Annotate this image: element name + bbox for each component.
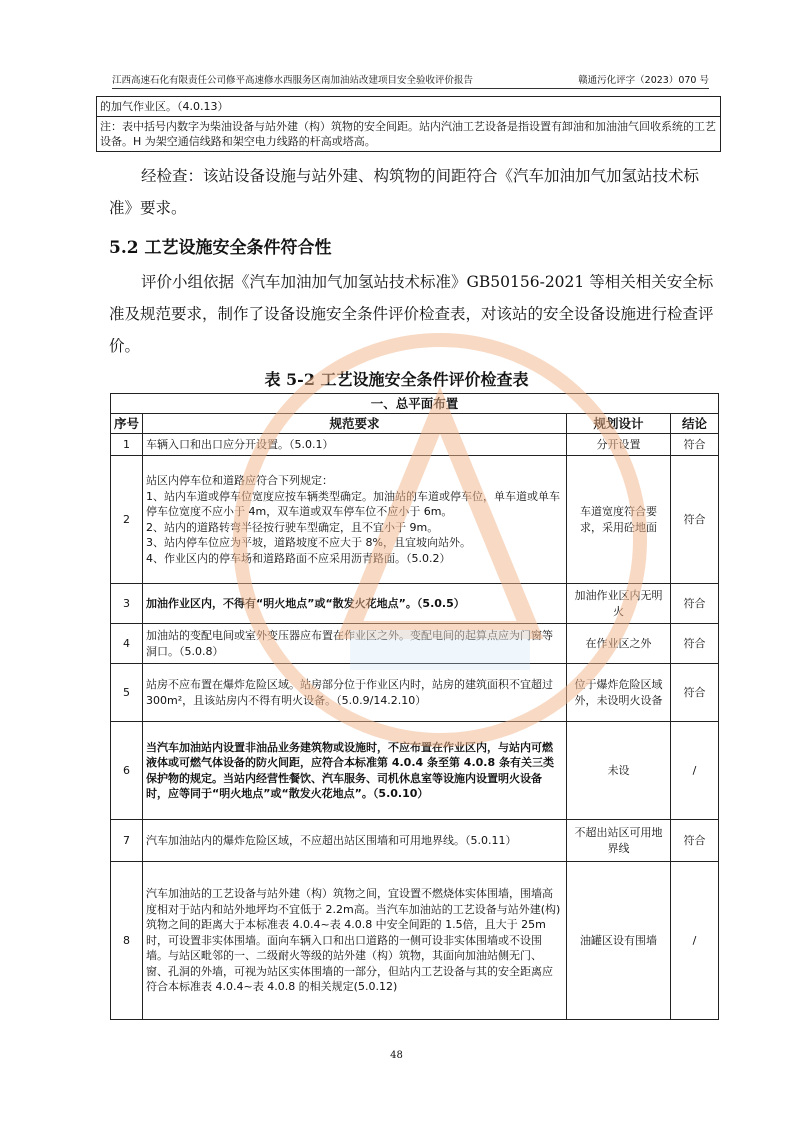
row-design: 油罐区设有围墙 <box>567 862 671 1020</box>
row-no: 3 <box>111 584 143 624</box>
row-no: 1 <box>111 434 143 456</box>
table-row <box>111 664 719 722</box>
row-design: 分开设置 <box>567 434 671 456</box>
row-result: / <box>671 862 719 1020</box>
row-design: 车道宽度符合要求，采用砼地面 <box>567 456 671 584</box>
table-section-title: 一、总平面布置 <box>111 394 719 414</box>
row-design: 位于爆炸危险区域外，未设明火设备 <box>567 664 671 722</box>
table-row <box>111 434 719 456</box>
header-report-number: 赣通污化评字（2023）070 号 <box>578 75 709 86</box>
row-no: 4 <box>111 624 143 664</box>
row-result: 符合 <box>671 664 719 722</box>
section-heading: 5.2 工艺设施安全条件符合性 <box>109 238 332 258</box>
inspection-conclusion-paragraph: 经检查：该站设备设施与站外建、构筑物的间距符合《汽车加油加气加氢站技术标准》要求。 <box>109 167 700 217</box>
row-no: 7 <box>111 820 143 862</box>
row-requirement: 站区内停车位和道路应符合下列规定： 1、站内车道或停车位宽度应按车辆类型确定。加油站的车道或停车位，单车道或单车停车位宽度不应小于 4m，双车道或双车停车位不应小于 6m。 2、站内的道路转弯半径按行驶车型确定，且不宜小于 9m。 3、站内停车位应为平坡，道路坡度不应大于 8%，且宜坡向站外。 4、作业区内的停车场和道路路面不应采用沥青路面。（5.0.2） <box>143 456 567 584</box>
header-requirement: 规范要求 <box>143 414 567 434</box>
row-design: 不超出站区可用地界线 <box>567 820 671 862</box>
row-result: 符合 <box>671 434 719 456</box>
row-requirement: 站房不应布置在爆炸危险区域。站房部分位于作业区内时，站房的建筑面积不宜超过 300m²，且该站房内不得有明火设备。（5.0.9/14.2.10） <box>143 664 567 722</box>
table-row <box>111 862 719 1020</box>
process-facility-checklist-table <box>110 393 719 1020</box>
row-requirement: 加油站的变配电间或室外变压器应布置在作业区之外。变配电间的起算点应为门窗等洞口。（5.0.8） <box>143 624 567 664</box>
row-result: 符合 <box>671 456 719 584</box>
row-no: 2 <box>111 456 143 584</box>
row-design: 在作业区之外 <box>567 624 671 664</box>
continued-distance-table <box>96 96 721 152</box>
row-result: 符合 <box>671 584 719 624</box>
table-row <box>111 820 719 862</box>
row-design: 加油作业区内无明火 <box>567 584 671 624</box>
row-no: 6 <box>111 722 143 820</box>
row-no: 8 <box>111 862 143 1020</box>
header-design: 规划设计 <box>567 414 671 434</box>
page-number: 48 <box>390 1050 403 1061</box>
page-header <box>112 68 709 89</box>
continued-row: 的加气作业区。（4.0.13） <box>97 97 721 117</box>
row-requirement: 汽车加油站内的爆炸危险区域，不应超出站区围墙和可用地界线。（5.0.11） <box>143 820 567 862</box>
table-row <box>111 624 719 664</box>
row-requirement: 汽车加油站的工艺设备与站外建（构）筑物之间，宜设置不燃烧体实体围墙，围墙高度相对于站内和站外地坪均不宜低于 2.2m高。当汽车加油站的工艺设备与站外建(构)筑物之间的距离大于本标准表 4.0.4~表 4.0.8 中安全间距的 1.5倍，且大于 25m时，可设置非实体围墙。面向车辆入口和出口道路的一侧可设非实体围墙或不设围墙。与站区毗邻的一、二级耐火等级的站外建（构）筑物，其面向加油站侧无门、窗、孔洞的外墙，可视为站区实体围墙的一部分，但站内工艺设备与其的安全距离应符合本标准表 4.0.4~表 4.0.8 的相关规定(5.0.12) <box>143 862 567 1020</box>
row-result: / <box>671 722 719 820</box>
header-result: 结论 <box>671 414 719 434</box>
table-note: 注：表中括号内数字为柴油设备与站外建（构）筑物的安全间距。站内汽油工艺设备是指设置有卸油和加油油气回收系统的工艺设备。H 为架空通信线路和架空电力线路的杆高或塔高。 <box>97 117 721 152</box>
row-requirement: 车辆入口和出口应分开设置。（5.0.1） <box>143 434 567 456</box>
row-design: 未设 <box>567 722 671 820</box>
header-no: 序号 <box>111 414 143 434</box>
evaluation-intro-paragraph: 评价小组依据《汽车加油加气加氢站技术标准》GB50156-2021 等相关相关安全标准及规范要求，制作了设备设施安全条件评价检查表，对该站的安全设备设施进行检查评价。 <box>109 273 714 355</box>
row-result: 符合 <box>671 820 719 862</box>
row-result: 符合 <box>671 624 719 664</box>
table-caption: 表 5-2 工艺设施安全条件评价检查表 <box>264 370 529 389</box>
row-no: 5 <box>111 664 143 722</box>
table-row <box>111 584 719 624</box>
header-report-title: 江西高速石化有限责任公司修平高速修水西服务区南加油站改建项目安全验收评价报告 <box>112 75 474 86</box>
table-row <box>111 722 719 820</box>
row-requirement: 当汽车加油站内设置非油品业务建筑物或设施时，不应布置在作业区内，与站内可燃液体或可燃气体设备的防火间距，应符合本标准第 4.0.4 条至第 4.0.8 条有关三类保护物的规定。当站内经营性餐饮、汽车服务、司机休息室等设施内设置明火设备时，应等同于“明火地点”或“散发火花地点”。（5.0.10） <box>143 722 567 820</box>
table-row <box>111 456 719 584</box>
row-requirement: 加油作业区内，不得有“明火地点”或“散发火花地点”。（5.0.5） <box>143 584 567 624</box>
